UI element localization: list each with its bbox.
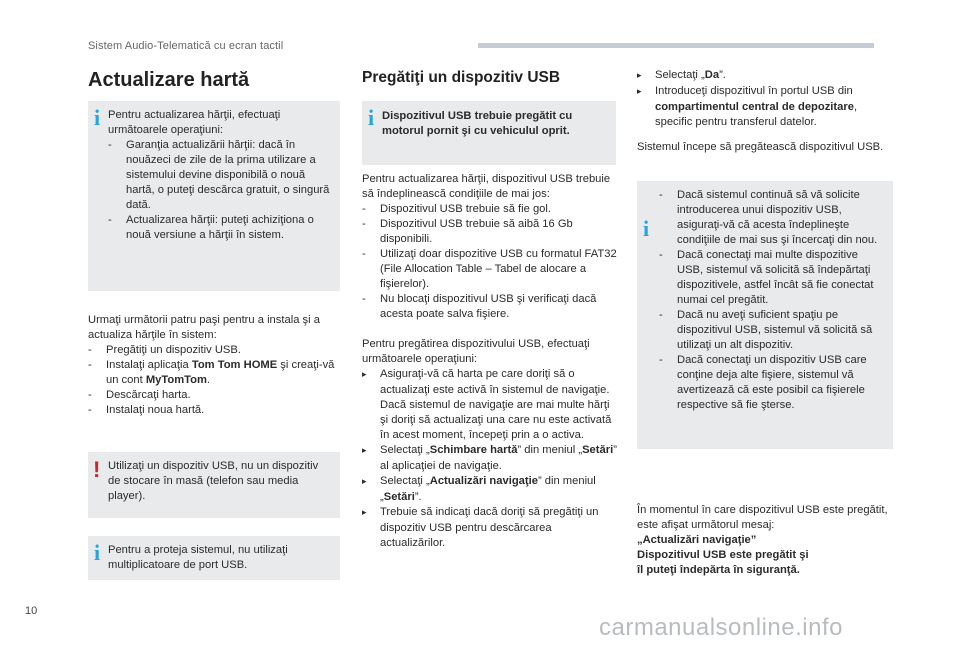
- info-box-map-update: [88, 101, 340, 291]
- prep-section: [362, 337, 618, 551]
- steps-intro: Urmaţi următorii patru paşi pentru a instala şi a actualiza hărţile în sistem:: [88, 314, 320, 341]
- final-message-section: [637, 503, 895, 578]
- list-item: - Actualizarea hărţii: puteţi achiziţiona o nouă versiune a hărţii în sistem.: [108, 214, 314, 241]
- list-item: ▸ Asiguraţi-vă că harta pe care doriţi să o actualizaţi este activă în sistemul de navigaţie.: [362, 368, 610, 396]
- watermark: carmanualsonline.info: [599, 614, 843, 641]
- list-item: - Pregătiţi un dispozitiv USB.: [88, 344, 241, 356]
- message-line: Dispozitivul USB este pregătit şi: [637, 549, 809, 561]
- info-box-troubleshoot: [637, 181, 893, 449]
- list-item: ▸ Selectaţi „Schimbare hartă” din meniul „Setări” al aplicaţiei de navigaţie.: [362, 444, 617, 472]
- list-item: - Dacă sistemul continuă să vă solicite introducerea unui dispozitiv USB, asiguraţi-vă că acesta îndeplineşte condiţiile de mai sus şi încercaţi din nou.: [659, 189, 878, 246]
- list-item: - Instalaţi aplicaţia Tom Tom HOME şi creaţi-vă un cont MyTomTom.: [88, 359, 335, 386]
- info-text: Dispozitivul USB trebuie pregătit cu motorul pornit şi cu vehiculul oprit.: [382, 110, 573, 137]
- warning-icon: !: [93, 457, 101, 482]
- list-item: - Dacă conectaţi un dispozitiv USB care conţine deja alte fişiere, sistemul vă avertizează că este posibil ca fişierele respective să fie şterse.: [659, 354, 867, 411]
- message-line: îl puteţi îndepărta în siguranţă.: [637, 564, 800, 576]
- list-item: ▸ Selectaţi „Actualizări navigaţie” din meniul „Setări”.: [362, 475, 596, 503]
- warning-text: Utilizaţi un dispozitiv USB, nu un dispozitiv de stocare în masă (telefon sau media player).: [108, 460, 319, 502]
- list-item: - Dispozitivul USB trebuie să aibă 16 Gb disponibili.: [362, 218, 573, 245]
- list-item: - Dacă nu aveţi suficient spaţiu pe dispozitivul USB, sistemul vă solicită să utilizaţi un alt dispozitiv.: [659, 309, 873, 351]
- info-box-intro: Pentru actualizarea hărţii, efectuaţi următoarele operaţiuni:: [108, 109, 281, 136]
- info-icon: i: [643, 216, 650, 241]
- page-title: Actualizare hartă: [88, 69, 250, 91]
- info-icon: i: [94, 105, 101, 130]
- list-item: - Nu blocaţi dispozitivul USB şi verificaţi dacă acesta poate salva fişiere.: [362, 293, 597, 320]
- info-icon: i: [368, 105, 375, 130]
- final-intro: În momentul în care dispozitivul USB este pregătit, este afişat următorul mesaj:: [637, 504, 888, 531]
- list-item: - Utilizaţi doar dispozitive USB cu formatul FAT32 (File Allocation Table – Tabel de alocare a fişierelor).: [362, 248, 617, 290]
- info-icon: i: [94, 540, 101, 565]
- message-title: „Actualizări navigaţie”: [637, 534, 757, 546]
- list-item: - Dacă conectaţi mai multe dispozitive USB, sistemul vă solicită să îndepărtaţi dispozitivele, astfel încât să fie conectat numai cel pregătit.: [659, 249, 874, 306]
- info-box-port: [88, 536, 340, 580]
- list-item: - Garanţia actualizării hărţii: dacă în nouăzeci de zile de la prima utilizare a sistemului devine disponibilă o nouă hartă, o puteţi descărca gratuit, o singură dată.: [108, 139, 330, 211]
- page-number: 10: [25, 605, 38, 617]
- section-title: Pregătiţi un dispozitiv USB: [362, 69, 561, 86]
- list-item: ▸ Selectaţi „Da”.: [637, 69, 726, 81]
- list-item: ▸ Introduceţi dispozitivul în portul USB din compartimentul central de depozitare, specific pentru transferul datelor.: [637, 85, 858, 128]
- prep-intro: Pentru pregătirea dispozitivului USB, efectuaţi următoarele operaţiuni:: [362, 338, 590, 365]
- conditions-section: [362, 172, 618, 322]
- section-header: Sistem Audio-Telematică cu ecran tactil: [88, 40, 284, 52]
- system-starts-text: Sistemul începe să pregătească dispozitivul USB.: [637, 141, 884, 153]
- conditions-intro: Pentru actualizarea hărţii, dispozitivul USB trebuie să îndeplinească condiţiile de mai jos:: [362, 173, 611, 200]
- info-box-usb-prep: [362, 101, 616, 165]
- info-text: Pentru a proteja sistemul, nu utilizaţi multiplicatoare de port USB.: [108, 544, 288, 571]
- list-item: ▸ Trebuie să indicaţi dacă doriţi să pregătiţi un dispozitiv USB pentru descărcarea actualizărilor.: [362, 506, 599, 549]
- warning-box: [88, 452, 340, 518]
- steps-section: [88, 313, 342, 418]
- steps-continued: [637, 68, 895, 130]
- list-item-note: Dacă sistemul de navigaţie are mai multe hărţi şi doriţi să actualizaţi una care nu este activată în acest moment, începeţi prin a o activa.: [380, 399, 612, 441]
- list-item: - Dispozitivul USB trebuie să fie gol.: [362, 203, 551, 215]
- list-item: - Instalaţi noua hartă.: [88, 404, 205, 416]
- list-item: - Descărcaţi harta.: [88, 389, 191, 401]
- header-divider: [478, 43, 874, 48]
